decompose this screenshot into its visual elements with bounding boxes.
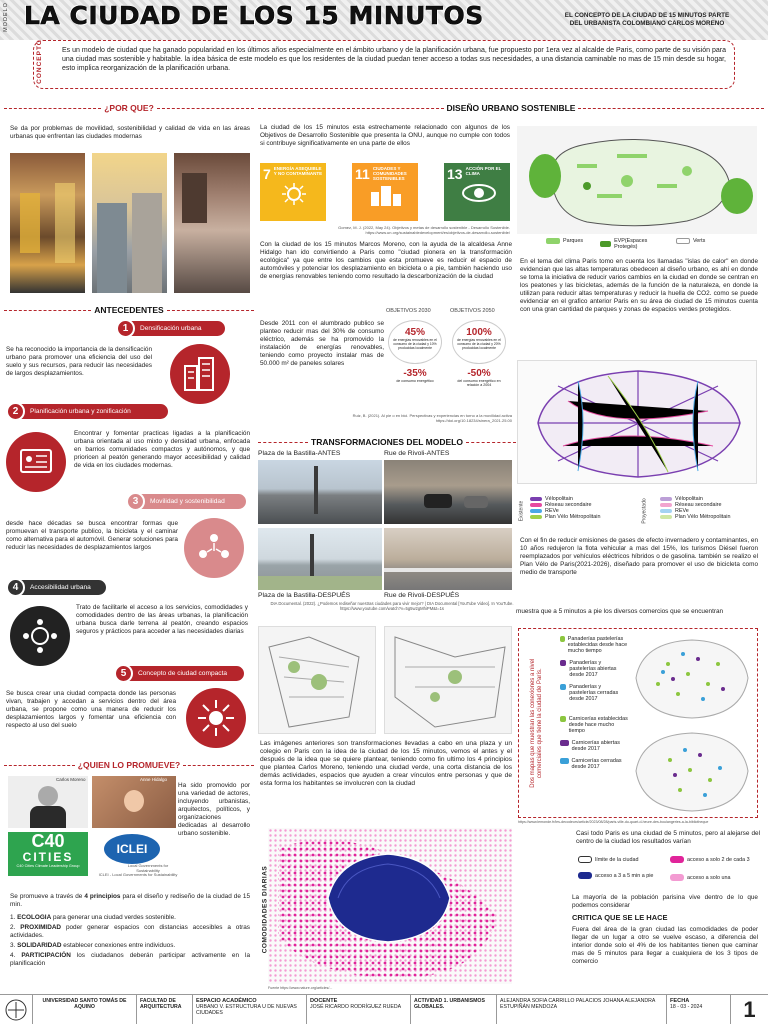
page-number: 1 (730, 994, 768, 1024)
comodidades-map (268, 828, 512, 984)
footer-actividad: ACTIVIDAD 1. URBANISMOS GLOBALES. (410, 994, 496, 1024)
antecedente-text-1: Se ha reconocido la importancia de la densificación urbano para promover una eficiencia del uso del suelo y sus recursos, para reducir las necesidades de largos desplazamientos. (6, 346, 152, 377)
page-subtitle: EL CONCEPTO DE LA CIUDAD DE 15 MINUTOS PARTE DEL URBANISTA COLOMBIANO CARLOS MORENO (564, 12, 730, 27)
photo-anne-hidalgo: Anne Hidalgo (92, 776, 176, 828)
caption-rivoli-despues: Rue de Rivoli-DESPUÉS (384, 592, 460, 599)
photo-bastilla-antes (258, 460, 382, 524)
antecedente-text-2: Encontrar y fomentar practicas ligadas a la planificación urbana orientada al uso mixto y densidad urbana, enfocada en barrios comunidades compactos y autónomos, y que prioricen al peatón generando mayor accesibilidad y calidad de vida en los ciudades modernas. (74, 430, 250, 469)
stat-50: -50% del consumo energético en relación a 2004 (457, 368, 501, 388)
sdg-7-tile: 7 ENERGÍA ASEQUIBLE Y NO CONTAMINANTE (260, 163, 326, 221)
sketch-text: Las imágenes anteriores son transformaciones llevadas a cabo en una plaza y un colegio en Paris con la idea de la ciudad de los 15 minutos, vemos el antes y el después de la idea que se quiere plantear, teniendo como fin ultimo los 4 principios que plantea Carlos Moreno, teniendo una ciudad verde, una corta distancia de los demás actividades, espacios que ayuden a crear vínculos entre personas y que de esta forma los habitantes se involucren con la ciudad (260, 740, 512, 787)
porque-photo-crowd (174, 153, 250, 293)
community-icon (184, 518, 244, 578)
iclei-logo: ICLEI (104, 834, 160, 864)
principios-list (10, 914, 250, 968)
footer-university: UNIVERSIDAD SANTO TOMÁS DE AQUINO (32, 994, 136, 1024)
stat-35: -35% de consumo energético (396, 368, 434, 383)
antecedente-pill-4: 4 Accesibilidad urbana (10, 580, 106, 595)
porque-photo-street (10, 153, 85, 293)
footer-faculty: FACULTAD DE ARQUITECTURA (136, 994, 192, 1024)
climate-text: En el tema del clima Paris tomo en cuenta los llamadas "islas de calor" en donde evidencian que las altas temperaturas obedecen al diseño urbano, es ahí en donde se toma la iniciativa de reducir varios cambios en la ciudad en donde se centran en los peatones y las bicicletas, además de la función de la naturaleza, en donde la utilizan para reducir altas temperaturas y reducir la huella de CO2. como se puede evidenciar en el grafico anterior Paris en su área de ciudad de 15 minutos cuenta con una gran cantidad de parques y zonas de espacios verdes protegidos. (520, 258, 758, 313)
stat-45: 45% de energías renovables en el consumo de la ciudad y 10% producidas localmente (388, 320, 442, 364)
sdg-11-tile: 11 CIUDADES Y COMUNIDADES SOSTENIBLES (352, 163, 418, 221)
comodidades-text: Casi todo Paris es una ciudad de 5 minutos, pero al alejarse del centro de la ciudad los resultados varían (576, 830, 760, 845)
diseno-intro: La ciudad de los 15 minutos esta estrechamente relacionado con algunos de los Objetivos de Desarrollo Sostenible que presenta la ONU, aunque no cumple con todos si contribuye significativamente en una parte de ellos (260, 124, 510, 147)
comodidades-text2: La mayoría de la población parisina vive dentro de lo que podemos considerar (572, 894, 758, 909)
caption-rivoli-antes: Rue de Rivoli-ANTES (384, 450, 450, 457)
bike-text: Con el fin de reducir emisiones de gases de efecto invernadero y contaminantes, en 10 años redujeron la flota vehicular a mas del 15%, los turismos Diésel fueron reemplazados por vehículos eléctricos híbridos o de gasolina. también se realizo el Plan Vélo de Paris(2021-2026), diseñado para promover el uso de bicicleta como medio de transporte (520, 537, 759, 576)
antecedente-text-3: desde hace décadas se busca encontrar formas que promuevan el transporte publico, la bicicleta y el caminar como alternativa para el automóvil. Generar soluciones para reducir las necesidades de desplazamientos largos (6, 520, 178, 551)
antecedente-pill-2: 2 Planificación urbana y zonificación (10, 404, 168, 419)
legend-swatch (676, 238, 690, 244)
heading-antecedentes: ANTECEDENTES (4, 305, 254, 315)
antecedente-text-4: Trato de facilitarle el acceso a los servicios, comodidades y comodidades dentro de las áreas urbanas, la planificación urbana busca darle terrena al peatón, creando espacios seguros y prácticos para acceder a las necesidades diarias (76, 604, 248, 635)
photo-carlos-moreno: Carlos Moreno (8, 776, 88, 828)
comodidades-legend: límite de la ciudad acceso a solo 2 de cada 3 acceso a 3 a 5 min a pie acceso a solo una (578, 856, 764, 888)
photo-rivoli-despues (384, 528, 512, 590)
photo-rivoli-antes (384, 460, 512, 524)
bike-legend-side-b: Proyectado (641, 498, 648, 524)
promueve-text: Ha sido promovido por una variedad de actores, incluyendo urbanistas, arquitectos, políticos, y organizaciones dedicadas al desarrollo urbano sostenible. (178, 782, 250, 837)
comodidades-cite: Fuente https://www.nature.org/articles/... (268, 986, 333, 990)
photo-bastilla-despues (258, 528, 382, 590)
bike-legend-side-a: Existente (518, 500, 525, 522)
solar-text: Desde 2011 con el alumbrado publico se planteo reducir mas del 30% de consumo eléctrico, además se ha promovido la instalación de energías renovables, teniendo como proyecto instalar mas de 50.000 m² de paneles solares (260, 320, 384, 367)
university-seal-icon (5, 999, 27, 1021)
page-title: LA CIUDAD DE LOS 15 MINUTOS (24, 1, 484, 30)
stat-100: 100% de energías renovables en el consumo de la ciudad y 20% producidas localmente (452, 320, 506, 364)
iclei-caption: ICLEI - Local Governments for Sustainability (98, 872, 178, 877)
concept-text: Es un modelo de ciudad que ha ganado popularidad en los últimos años especialmente en el ámbito urbano y de la planificación urbana, fue propuesto por 1era vez al alcalde de Paris, como parte de su visión para una ciudad mas sostenible y habitable. la idea básica de este modelo es que los residentes de la ciudad puedan tener acceso a todas sus necesidades, a una distancia caminable no mas de 15 min desde su hogar, esto implica reorganización de la planificación urbana. (62, 47, 726, 72)
footer-docente: DOCENTE JOSÉ RICARDO RODRÍGUEZ RUEDA (306, 994, 410, 1024)
objetivos-2050-label: OBJETIVOS 2050 (450, 308, 495, 314)
footer-autores: ALEJANDRA SOFIA CARRILLO PALACIOS JOHANA ALEJANDRA ESTUPIÑÁN MENDOZA (496, 994, 666, 1024)
objetivos-2030-label: OBJETIVOS 2030 (386, 308, 431, 314)
porque-photo-buildings (92, 153, 167, 293)
bike-legend-proyectado: Vélopolitain Réseau secondaire REVe Plan Vélo Métropolitain (660, 496, 730, 520)
footer-logo-cell (0, 994, 32, 1024)
antecedente-pill-1: 1 Densificación urbana (120, 321, 225, 336)
concept-label: CONCEPTO (35, 39, 43, 84)
comercios-vertical: Dos mapas que muestran las conexiones a nivel comerciales que tiene la ciudad de París. (529, 658, 543, 788)
sketch-school (384, 626, 512, 734)
legend-swatch (546, 238, 560, 244)
paris-green-map (517, 126, 757, 234)
accessibility-icon (10, 606, 70, 666)
moreno-text: Con la ciudad de los 15 minutos Marcos Moreno, con la ayuda de la alcaldesa Anne Hidalgo han ido convirtiendo a Paris como "ciudad pionera en la transformación ecológica" ya que entre los cambios que esta promueve es reducir el espacio de automóviles y potenciar los desplazamiento en bicicleta o a pie, también haciendo uso de energías renovables teniendo como resultado la descarbonización de la ciudad (260, 241, 512, 280)
compact-city-icon (186, 688, 246, 748)
principio-item: 1. ECOLOGIA para generar una ciudad verdes sostenible. (10, 914, 176, 921)
maps-cite: https://www.lemonde.fr/les-decodeurs/article/2023/08/28/paris-ville-du-quart-d-heure-des-boulangeries-a-la-bibliotheque (518, 820, 709, 824)
caption-bastilla-despues: Plaza de la Bastilla-DESPUÉS (258, 592, 351, 599)
heading-porque: ¿POR QUE? (4, 103, 254, 113)
principio-item: 4. PARTICIPACIÓN los ciudadanos deberán participar activamente en la planificación (10, 952, 251, 967)
legend-swatch (600, 241, 611, 247)
critica-text: Fuera del área de la gran ciudad las comodidades de poder llegar de un lugar a otro se vuelve escaso, a diferencia del interior donde solo el 4% de los habitantes tienen que caminar mas de 5 minutos para llegar a cualquiera de los 3 tipos de comercio (572, 926, 758, 965)
bike-legend-existente: Vélopolitain Réseau secondaire REVe Plan Vélo Métropolitain (530, 496, 600, 520)
principios-intro: Se promueve a través de 4 principios para el diseño y rediseño de la ciudad de 15 min. (10, 893, 250, 908)
map-legend-evp: EVP(Espaces Protegés) (600, 238, 660, 250)
sdg-cite: Gomez, M. J. (2022, May 24). Objetivos y metas de desarrollo sostenible - Desarrollo Sostenible. https://www.un.org/sustainabledevelopment/es/objetivos-de-desarrollo-sostenible/ (338, 225, 510, 235)
sdg-13-tile: 13 ACCIÓN POR EL CLIMA (444, 163, 510, 221)
butcher-map (628, 728, 754, 814)
footer-fecha: FECHA 18 - 03 - 2024 (666, 994, 730, 1024)
antecedente-pill-5: 5 Concepto de ciudad compacta (118, 666, 244, 681)
map-legend-parques: Parques (546, 238, 583, 244)
map-legend-verts: Verts (676, 238, 705, 244)
critica-heading: CRITICA QUE SE LE HACE (572, 913, 668, 922)
paris-bike-map (517, 360, 757, 484)
iclei-sub: Local Governments for Sustainability (127, 863, 169, 873)
comercios-legend: Panaderías pastelerías establecidas desde hace mucho tiempo Panaderías y pastelerías abiertas desde 2017 Panaderías y pastelerías cerradas desde 2017 Carnicerías establecidas desde hace mucho tiempo Carnicerías abiertas desde 2017 Carnicerías cerradas desde 2017 (560, 636, 628, 770)
bakery-map (628, 634, 754, 722)
stats-cite: Ruiz, B. (2021). Al pie o en bici. Perspectivas y experiencias en torno a la movilidad activa https://doi.org/10.18234/sinera_2021.25.00 (352, 413, 512, 423)
footer-espacio: ESPACIO ACADÉMICO URBANO V. ESTRUCTURA U DE NUEVAS CIUDADES (192, 994, 306, 1024)
caption-bastilla-antes: Plaza de la Bastilla-ANTES (258, 450, 341, 457)
photos-cite: DIA Documental. (2022). ¿Podemos rediseñar nuestras ciudades para vivir mejor? | DIA Documental [YouTube Video]. In YouTube. https://www.youtube.com/watch?v=5g5w2gMhiPM&t=1s (270, 601, 514, 611)
heading-promueve: ¿QUIEN LO PROMUEVE? (4, 760, 254, 770)
side-label: MODELO (2, 2, 9, 32)
porque-text: Se da por problemas de movilidad, sostenibilidad y calidad de vida en las áreas urbanas que enfrentan las ciudades modernas (10, 125, 250, 140)
building-icon (170, 344, 230, 404)
c40-logo: C40 CITIES C40 Cities Climate Leadership Group (8, 832, 88, 876)
principio-item: 3. SOLIDARIDAD establecer conexiones entre individuos. (10, 942, 176, 949)
commerce-map-1 (545, 636, 557, 726)
zoning-icon (6, 432, 66, 492)
heading-diseno: DISEÑO URBANO SOSTENIBLE (258, 103, 764, 113)
comodidades-vertical: COMODIDADES DIARIAS (261, 865, 269, 954)
sketch-plaza (258, 626, 376, 734)
heading-transformaciones: TRANSFORMACIONES DEL MODELO (258, 437, 516, 447)
antecedente-pill-3: 3 Movilidad y sostenibilidad (130, 494, 246, 509)
antecedente-text-5: Se busca crear una ciudad compacta donde las personas vivan, trabajen y accedan a servicios dentro del área urbana, se propone como una manera de reducir los desplazamientos largos y fomentar una eficiencia con respecto al uso del suelo (6, 690, 176, 729)
principio-item: 2. PROXIMIDAD poder generar espacios con distancias accesibles a otras actividades. (10, 924, 251, 939)
comercios-intro: muestra que a 5 minutos a pie los diversos comercios que se encuentran (516, 608, 724, 615)
